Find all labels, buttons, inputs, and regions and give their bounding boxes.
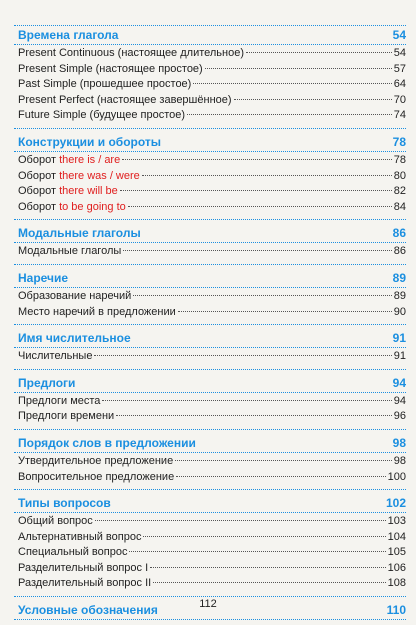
entry-list (14, 245, 406, 261)
toc-section (14, 25, 406, 129)
dot-leader (234, 99, 392, 100)
section-page-number: 102 (385, 496, 406, 511)
dot-leader (102, 400, 391, 401)
toc-section (14, 329, 406, 370)
dot-leader (116, 415, 392, 416)
section-heading-link[interactable] (14, 494, 406, 513)
toc-entry[interactable] (14, 515, 406, 531)
entry-highlight: there was / were (59, 169, 140, 182)
toc-entry[interactable] (14, 290, 406, 306)
entry-page-number: 78 (393, 153, 406, 166)
dot-leader (193, 83, 391, 84)
entry-label: Вопросительное предложение (18, 470, 175, 483)
entry-label: Предлоги времени (18, 410, 115, 423)
entry-list (14, 515, 406, 593)
section-title: Конструкции и обороты (18, 134, 162, 149)
dot-leader (205, 68, 392, 69)
dot-leader (175, 460, 392, 461)
entry-page-number: 84 (393, 200, 406, 213)
entry-label: Утвердительное предложение (18, 454, 174, 467)
entry-page-number: 64 (393, 78, 406, 91)
entry-prefix: Оборот (18, 169, 57, 182)
entry-page-number: 70 (393, 93, 406, 106)
toc-section (14, 494, 406, 597)
toc-entry[interactable] (14, 109, 406, 125)
section-page-number: 94 (392, 375, 406, 390)
entry-label: Предлоги места (18, 394, 101, 407)
dot-leader (133, 295, 391, 296)
table-of-contents (14, 25, 406, 624)
dot-leader (94, 355, 391, 356)
toc-entry[interactable] (14, 577, 406, 593)
dot-leader (123, 250, 391, 251)
toc-entry[interactable] (14, 201, 406, 217)
entry-prefix: Оборот (18, 200, 57, 213)
entry-page-number: 80 (393, 169, 406, 182)
dot-leader (178, 311, 392, 312)
toc-entry[interactable] (14, 170, 406, 186)
entry-label: Present Simple (настоящее простое) (18, 62, 203, 75)
section-title: Типы вопросов (18, 496, 111, 511)
entry-page-number: 103 (387, 515, 406, 528)
section-divider (14, 128, 406, 129)
dot-leader (122, 159, 392, 160)
entry-label (18, 185, 118, 197)
entry-highlight: there will be (59, 185, 118, 198)
entry-highlight: there is / are (59, 153, 121, 166)
entry-label: Числительные (18, 350, 93, 363)
dot-leader (120, 190, 392, 191)
toc-section (14, 434, 406, 490)
entry-list (14, 455, 406, 486)
section-divider (14, 219, 406, 220)
dot-leader (150, 567, 385, 568)
entry-label: Present Continuous (настоящее длительное) (18, 47, 245, 59)
entry-page-number: 89 (393, 289, 406, 302)
section-title: Времена глагола (18, 28, 119, 42)
entry-label (18, 154, 120, 166)
entry-prefix: Оборот (18, 153, 57, 166)
section-title: Наречие (18, 270, 69, 285)
entry-list (14, 395, 406, 426)
toc-entry[interactable] (14, 546, 406, 562)
toc-entry[interactable] (14, 63, 406, 79)
dot-leader (187, 114, 392, 115)
entry-label: Специальный вопрос (18, 546, 128, 559)
section-heading-link[interactable] (14, 133, 406, 152)
entry-label: Модальные глаголы (18, 245, 122, 258)
entry-prefix: Оборот (18, 185, 57, 198)
entry-page-number: 106 (387, 561, 406, 574)
dot-leader (95, 520, 386, 521)
entry-list (14, 290, 406, 321)
section-title: Предлоги (18, 375, 76, 390)
section-heading-link[interactable] (14, 269, 406, 288)
toc-entry[interactable] (14, 245, 406, 261)
entry-label: Образование наречий (18, 289, 132, 302)
entry-label: Future Simple (будущее простое) (18, 109, 186, 122)
section-divider (14, 429, 406, 430)
entry-label (18, 170, 140, 182)
entry-label: Общий вопрос (18, 515, 93, 528)
entry-page-number: 91 (393, 350, 406, 363)
toc-entry[interactable] (14, 455, 406, 471)
section-page-number: 54 (392, 28, 406, 42)
toc-section (14, 133, 406, 220)
toc-entry[interactable] (14, 350, 406, 366)
entry-highlight: to be going to (59, 200, 126, 213)
section-page-number: 110 (386, 603, 406, 618)
section-page-number: 86 (392, 226, 406, 241)
entry-page-number: 86 (393, 245, 406, 258)
page-number: 112 (199, 598, 217, 610)
entry-label: Present Perfect (настоящее завершённое) (18, 93, 232, 106)
entry-page-number: 98 (393, 454, 406, 467)
section-page-number: 91 (392, 331, 406, 346)
entry-label (18, 201, 126, 213)
toc-section (14, 374, 406, 430)
toc-entry[interactable] (14, 78, 406, 94)
entry-page-number: 90 (393, 305, 406, 318)
entry-label: Разделительный вопрос I (18, 561, 149, 574)
toc-entry[interactable] (14, 471, 406, 487)
entry-label: Past Simple (прошедшее простое) (18, 78, 192, 91)
section-heading-link[interactable] (14, 25, 406, 45)
section-divider (14, 324, 406, 325)
section-heading-link[interactable] (14, 329, 406, 348)
entry-page-number: 105 (387, 546, 406, 559)
entry-label: Альтернативный вопрос (18, 530, 142, 543)
entry-label: Разделительный вопрос II (18, 577, 152, 590)
toc-section (14, 224, 406, 265)
entry-page-number: 57 (393, 62, 406, 75)
section-title: Модальные глаголы (18, 226, 141, 241)
dot-leader (176, 476, 385, 477)
section-heading-link[interactable] (14, 374, 406, 393)
toc-entry[interactable] (14, 306, 406, 322)
section-divider (14, 369, 406, 370)
entry-label: Место наречий в предложении (18, 305, 176, 318)
entry-page-number: 94 (393, 394, 406, 407)
toc-entry[interactable] (14, 395, 406, 411)
dot-leader (128, 206, 392, 207)
entry-page-number: 104 (387, 530, 406, 543)
section-heading-link[interactable] (14, 224, 406, 243)
dot-leader (142, 175, 392, 176)
toc-entry[interactable] (14, 562, 406, 578)
entry-list (14, 47, 406, 125)
entry-page-number: 74 (393, 109, 406, 122)
entry-list (14, 154, 406, 216)
section-title: Условные обозначения (18, 603, 158, 618)
dot-leader (246, 52, 392, 53)
toc-entry[interactable] (14, 154, 406, 170)
toc-entry[interactable] (14, 185, 406, 201)
toc-entry[interactable] (14, 531, 406, 547)
section-divider (14, 596, 406, 597)
section-divider (14, 264, 406, 265)
entry-list (14, 350, 406, 366)
entry-page-number: 108 (387, 577, 406, 590)
section-page-number: 98 (392, 435, 406, 450)
dot-leader (143, 536, 385, 537)
toc-entry[interactable] (14, 94, 406, 110)
dot-leader (153, 582, 385, 583)
section-divider (14, 489, 406, 490)
toc-section (14, 269, 406, 325)
toc-entry[interactable] (14, 410, 406, 426)
section-page-number: 78 (392, 134, 406, 149)
entry-page-number: 96 (393, 410, 406, 423)
dot-leader (129, 551, 385, 552)
section-title: Порядок слов в предложении (18, 435, 196, 450)
section-heading-link[interactable] (14, 434, 406, 453)
section-title: Имя числительное (18, 331, 131, 346)
toc-entry[interactable] (14, 47, 406, 63)
entry-page-number: 82 (393, 185, 406, 198)
section-page-number: 89 (392, 270, 406, 285)
entry-page-number: 100 (387, 470, 406, 483)
entry-page-number: 54 (393, 47, 406, 59)
